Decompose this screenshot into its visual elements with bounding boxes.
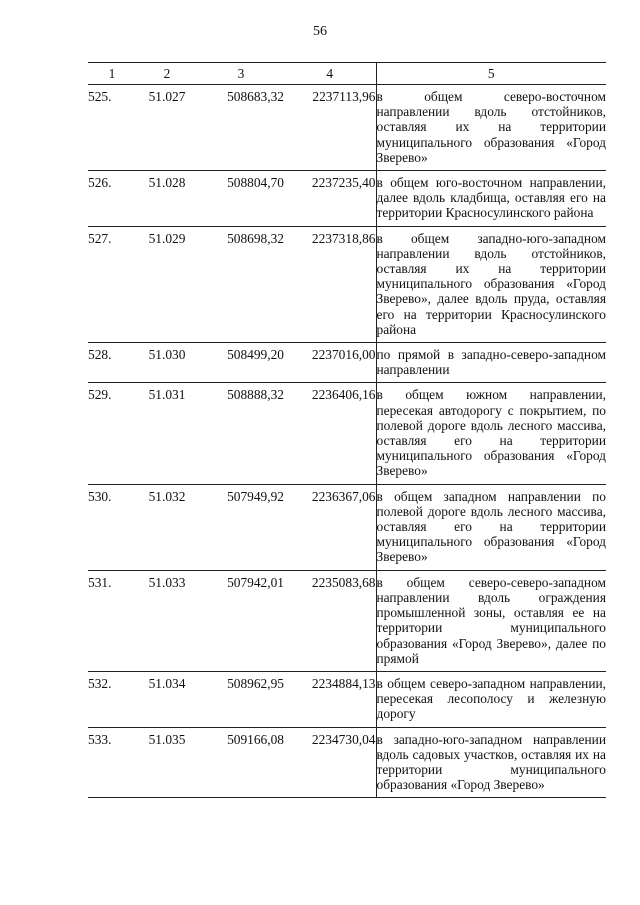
table-row bbox=[88, 85, 606, 171]
table-row bbox=[88, 343, 606, 383]
point-id: 51.034 bbox=[136, 671, 198, 727]
boundary-description: в общем северо-западном направлении, пересекая лесополосу и железную дорогу bbox=[376, 671, 606, 727]
column-header-4: 4 bbox=[284, 63, 376, 85]
x-coordinate: 508499,20 bbox=[198, 343, 284, 383]
y-coordinate: 2237113,96 bbox=[284, 85, 376, 171]
point-id: 51.033 bbox=[136, 570, 198, 671]
table-row bbox=[88, 171, 606, 227]
point-id: 51.030 bbox=[136, 343, 198, 383]
y-coordinate: 2236406,16 bbox=[284, 383, 376, 484]
boundary-description: по прямой в западно-северо-западном направлении bbox=[376, 343, 606, 383]
boundary-description: в общем северо-северо-западном направлении вдоль ограждения промышленной зоны, оставляя ее на территории муниципального образования «Город Зверево», далее по прямой bbox=[376, 570, 606, 671]
boundary-description: в общем северо-восточном направлении вдоль отстойников, оставляя их на территории муниципального образования «Город Зверево» bbox=[376, 85, 606, 171]
point-id: 51.035 bbox=[136, 727, 198, 798]
x-coordinate: 509166,08 bbox=[198, 727, 284, 798]
y-coordinate: 2234730,04 bbox=[284, 727, 376, 798]
row-number: 528. bbox=[88, 343, 136, 383]
point-id: 51.027 bbox=[136, 85, 198, 171]
column-header-2: 2 bbox=[136, 63, 198, 85]
y-coordinate: 2237235,40 bbox=[284, 171, 376, 227]
y-coordinate: 2234884,13 bbox=[284, 671, 376, 727]
row-number: 532. bbox=[88, 671, 136, 727]
table-row bbox=[88, 383, 606, 484]
point-id: 51.032 bbox=[136, 484, 198, 570]
point-id: 51.029 bbox=[136, 226, 198, 342]
point-id: 51.031 bbox=[136, 383, 198, 484]
x-coordinate: 507949,92 bbox=[198, 484, 284, 570]
row-number: 533. bbox=[88, 727, 136, 798]
boundary-description: в общем юго-восточном направлении, далее вдоль кладбища, оставляя его на территории Красносулинского района bbox=[376, 171, 606, 227]
x-coordinate: 507942,01 bbox=[198, 570, 284, 671]
table-body bbox=[88, 85, 606, 798]
x-coordinate: 508698,32 bbox=[198, 226, 284, 342]
x-coordinate: 508962,95 bbox=[198, 671, 284, 727]
page-number: 56 bbox=[313, 24, 327, 39]
row-number: 526. bbox=[88, 171, 136, 227]
x-coordinate: 508888,32 bbox=[198, 383, 284, 484]
x-coordinate: 508683,32 bbox=[198, 85, 284, 171]
table-row bbox=[88, 570, 606, 671]
row-number: 527. bbox=[88, 226, 136, 342]
row-number: 529. bbox=[88, 383, 136, 484]
boundary-points-table bbox=[88, 62, 606, 798]
table-row bbox=[88, 727, 606, 798]
y-coordinate: 2237318,86 bbox=[284, 226, 376, 342]
boundary-description: в западно-юго-западном направлении вдоль садовых участков, оставляя их на территории муниципального образования «Город Зверево» bbox=[376, 727, 606, 798]
x-coordinate: 508804,70 bbox=[198, 171, 284, 227]
column-header-5: 5 bbox=[376, 63, 606, 85]
row-number: 531. bbox=[88, 570, 136, 671]
boundary-description: в общем западно-юго-западном направлении вдоль отстойников, оставляя их на территории муниципального образования «Город Зверево», далее вдоль пруда, оставляя его на территории Красносулинского района bbox=[376, 226, 606, 342]
y-coordinate: 2237016,00 bbox=[284, 343, 376, 383]
boundary-description: в общем южном направлении, пересекая автодорогу с покрытием, по полевой дороге вдоль лесного массива, оставляя его на территории муниципального образования «Город Зверево» bbox=[376, 383, 606, 484]
point-id: 51.028 bbox=[136, 171, 198, 227]
row-number: 530. bbox=[88, 484, 136, 570]
table-row bbox=[88, 226, 606, 342]
y-coordinate: 2235083,68 bbox=[284, 570, 376, 671]
table-row bbox=[88, 671, 606, 727]
y-coordinate: 2236367,06 bbox=[284, 484, 376, 570]
row-number: 525. bbox=[88, 85, 136, 171]
header-row bbox=[88, 63, 606, 85]
table-header bbox=[88, 63, 606, 85]
column-header-3: 3 bbox=[198, 63, 284, 85]
boundary-description: в общем западном направлении по полевой дороге вдоль лесного массива, оставляя его на территории муниципального образования «Город Зверево» bbox=[376, 484, 606, 570]
column-header-1: 1 bbox=[88, 63, 136, 85]
table-row bbox=[88, 484, 606, 570]
